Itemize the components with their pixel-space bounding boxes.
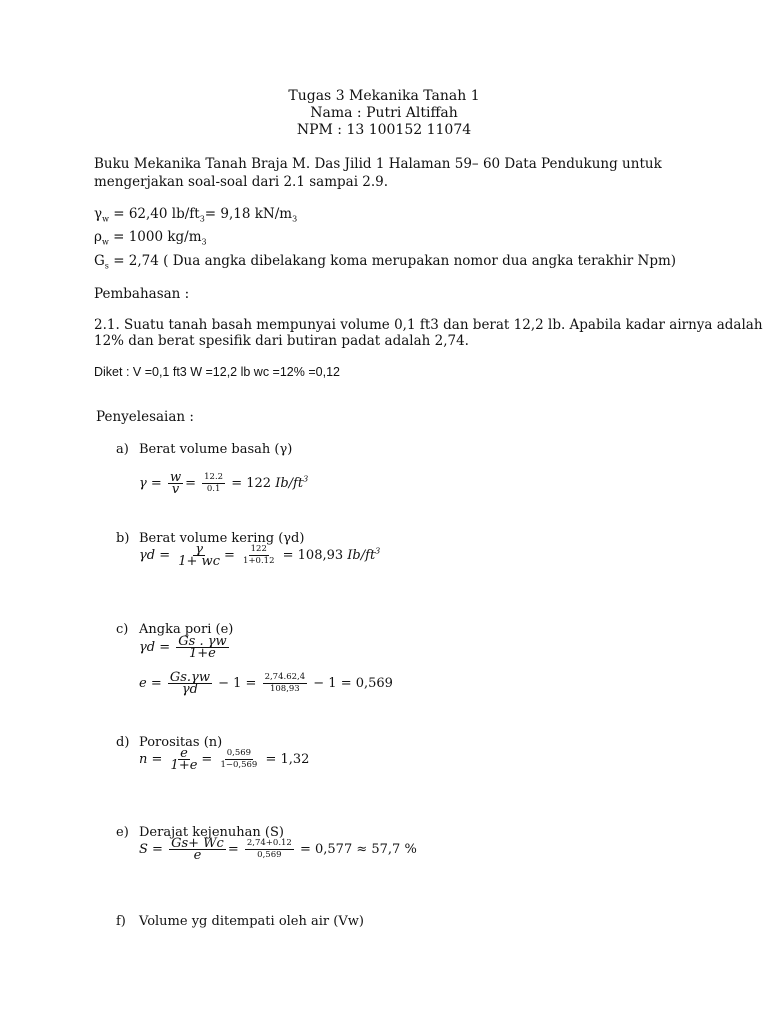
gs-sub: s: [104, 261, 109, 271]
rho-value: = 1000 kg/m: [108, 229, 202, 245]
fraction-values: $\frac{12.2}{0.1}$: [204, 472, 224, 494]
item-f-label: Volume yg ditempati oleh air (Vw): [139, 914, 364, 929]
equation-d: n = $\frac{e}{1+e}$ = $\frac{0,569}{1-0,569}$ = 1,32: [139, 746, 310, 773]
fraction-gs-gw: $\frac{Gs . \gamma w}{1+e}$: [178, 634, 227, 661]
item-b-label: Berat volume kering (γd): [139, 531, 305, 546]
fraction-gamma: $\frac{\gamma}{1+ wc}$: [178, 542, 220, 569]
gamma-exp: 3: [199, 214, 205, 224]
gs-symbol: G: [94, 253, 105, 269]
fraction-values: $\frac{0,569}{1-0,569}$: [220, 748, 258, 770]
item-b-marker: b): [116, 531, 130, 546]
equation-b: γd = $\frac{\gamma}{1+ wc}$ = $\frac{122}{1+0.12}$ = 108,93 $Ib/ft^3$: [139, 542, 381, 569]
intro-line-1: Buku Mekanika Tanah Braja M. Das Jilid 1 Halaman 59– 60 Data Pendukung untuk: [94, 156, 662, 172]
item-a-marker: a): [116, 442, 129, 457]
result-b: = 108,93: [282, 548, 344, 563]
fraction-values: $\frac{2,74.62,4}{108,93}$: [264, 672, 306, 694]
problem-line-1: 2.1. Suatu tanah basah mempunyai volume 0,1 ft3 dan berat 12,2 lb. Apabila kadar airnya adalah: [94, 317, 763, 333]
constant-rho-w: [94, 229, 207, 247]
gamma-value-2: = 9,18 kN/m: [204, 206, 293, 222]
gamma-value: = 62,40 lb/ft: [108, 206, 200, 222]
item-e-label: Derajat kejenuhan (S): [139, 825, 284, 840]
document-title: Tugas 3 Mekanika Tanah 1: [288, 88, 480, 104]
gs-value: = 2,74 ( Dua angka dibelakang koma merupakan nomor dua angka terakhir Npm): [108, 253, 677, 269]
rho-symbol: ρ: [94, 229, 102, 245]
equation-c1: γd = $\frac{Gs . \gamma w}{1+e}$: [139, 634, 227, 661]
item-d-label: Porositas (n): [139, 735, 223, 750]
fraction-e: $\frac{e}{1+e}$: [170, 746, 198, 773]
fraction-gs-gd: $\frac{Gs.\gamma w}{\gamma d}$: [169, 670, 210, 697]
constant-gs: [94, 253, 676, 271]
rho-exp: 3: [201, 237, 207, 247]
fraction-values: $\frac{2,74+0.12}{0,569}$: [246, 838, 292, 860]
penyelesaian-heading: Penyelesaian :: [96, 409, 194, 425]
gamma-symbol: γ: [94, 206, 103, 222]
fraction-values: $\frac{122}{1+0.12}$: [243, 544, 275, 566]
rho-sub: w: [101, 237, 109, 247]
fraction-gs-wc: $\frac{Gs+ Wc}{e}$: [171, 836, 224, 863]
item-c-marker: c): [116, 622, 129, 637]
fraction-w-v: $\frac{w}{v}$: [169, 470, 182, 497]
pembahasan-heading: Pembahasan :: [94, 286, 190, 302]
item-a-label: Berat volume basah (γ): [139, 442, 293, 457]
item-d-marker: d): [116, 735, 130, 750]
minus-one: − 1 =: [218, 676, 257, 691]
result-e: = 0,577 ≈ 57,7 %: [299, 842, 417, 857]
gamma-exp-2: 3: [292, 214, 298, 224]
diket-line: Diket : V =0,1 ft3 W =12,2 lb wc =12% =0,12: [94, 365, 340, 379]
result-a: = 122: [231, 476, 272, 491]
student-name: Nama : Putri Altiffah: [310, 105, 458, 121]
item-f-marker: f): [116, 914, 126, 929]
equation-a: γ = $\frac{w}{v}$ = $\frac{12.2}{0.1}$ = 122 $Ib/ft^3$: [139, 470, 309, 497]
equation-c2: e = $\frac{Gs.\gamma w}{\gamma d}$ − 1 = $\frac{2,74.62,4}{108,93}$ − 1 = 0,569: [139, 670, 393, 697]
gamma-sub: w: [102, 214, 109, 224]
student-npm: NPM : 13 100152 11074: [296, 122, 472, 138]
intro-line-2: mengerjakan soal-soal dari 2.1 sampai 2.9.: [94, 174, 389, 190]
result-c: − 1 = 0,569: [313, 676, 393, 691]
constant-gamma-w: [94, 206, 297, 224]
item-e-marker: e): [116, 825, 129, 840]
item-c-label: Angka pori (e): [139, 622, 234, 637]
problem-line-2: 12% dan berat spesifik dari butiran padat adalah 2,74.: [94, 333, 469, 349]
equation-e: S = $\frac{Gs+ Wc}{e}$ = $\frac{2,74+0.12}{0,569}$ = 0,577 ≈ 57,7 %: [139, 836, 417, 863]
result-d: = 1,32: [265, 752, 310, 767]
